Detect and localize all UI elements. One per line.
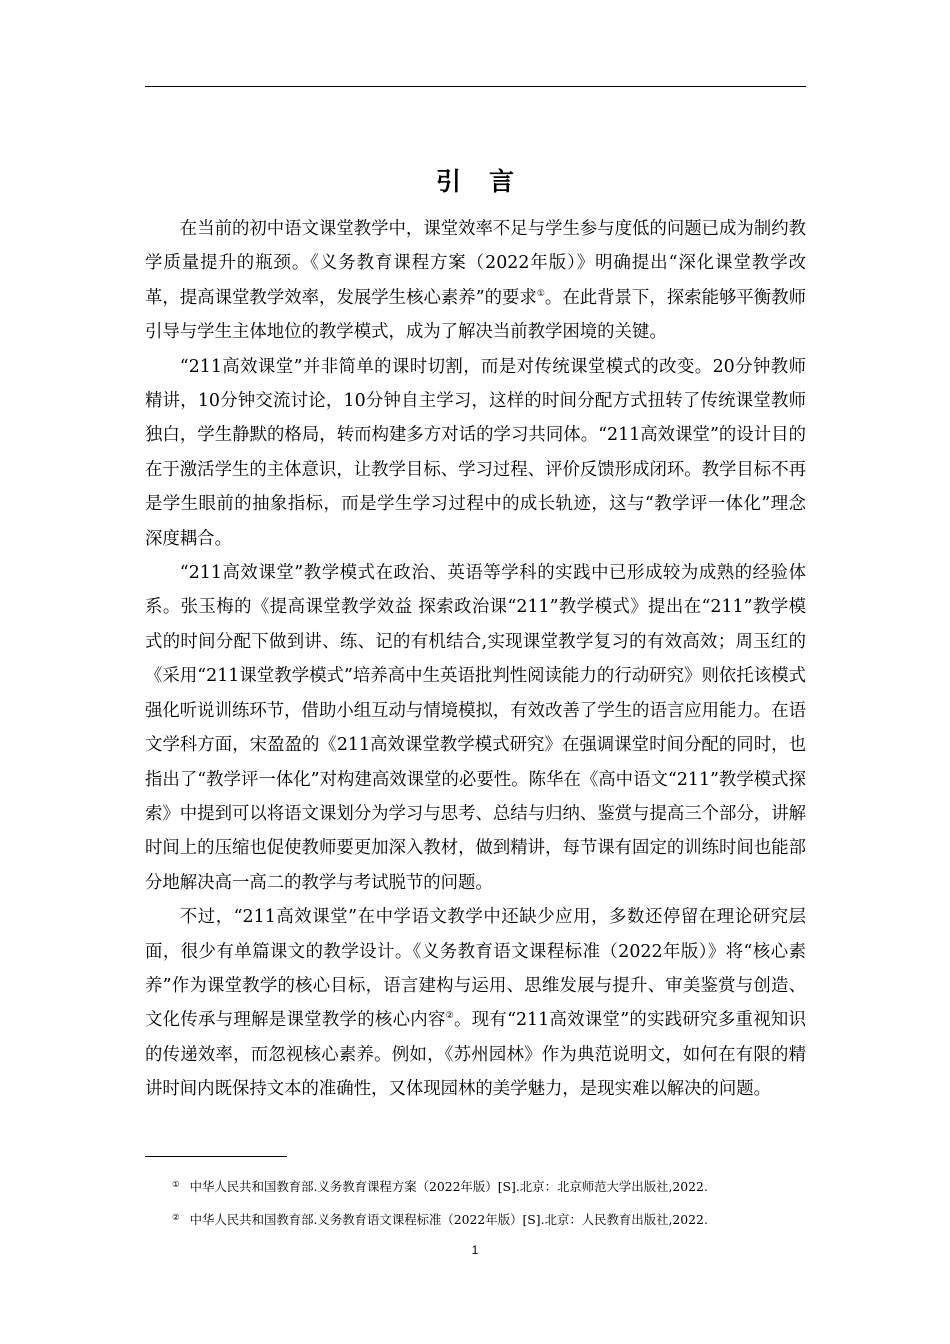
- footnote-separator: [145, 1156, 287, 1157]
- paragraph-1-text-cont: 。在此背景下，探索能够平衡教师引导与学生主体地位的教学模式，成为了解决当前教学困境的关键。: [145, 287, 806, 343]
- footnote-1: [172, 1176, 812, 1196]
- paragraph-4: [145, 900, 806, 1106]
- paragraph-1: [145, 212, 806, 350]
- footnote-ref-1: ①: [536, 288, 545, 299]
- paragraph-2: [145, 350, 806, 556]
- header-rule: [145, 86, 806, 87]
- footnote-1-mark: ①: [172, 1180, 180, 1190]
- paragraph-4-text-cont: 。现有“211高效课堂”的实践研究多重视知识的传递效率，而忽视核心素养。例如，《苏州园林》作为典范说明文，如何在有限的精讲时间内既保持文本的准确性，又体现园林的美学魅力，是现实难以解决的问题。: [145, 1010, 806, 1100]
- paragraph-4-text: 不过，“211高效课堂”在中学语文教学中还缺少应用，多数还停留在理论研究层面，很少有单篇课文的教学设计。《义务教育语文课程标准（2022年版）》将“核心素养”作为课堂教学的核心目标，语言建构与运用、思维发展与提升、审美鉴赏与创造、文化传承与理解是课堂教学的核心内容: [145, 907, 806, 1031]
- footnote-2-text: 中华人民共和国教育部.义务教育语文课程标准（2022年版）[S].北京：人民教育出版社,2022.: [189, 1212, 708, 1227]
- footnote-ref-2: ②: [445, 1011, 455, 1022]
- page-title: 引言: [435, 166, 542, 196]
- footnote-2: [172, 1209, 812, 1229]
- page-number: 1: [471, 1243, 479, 1257]
- paragraph-1-text: 在当前的初中语文课堂教学中，课堂效率不足与学生参与度低的问题已成为制约教学质量提升的瓶颈。《义务教育课程方案（2022年版）》明确提出“深化课堂教学改革，提高课堂教学效率，发展学生核心素养”的要求: [145, 219, 806, 308]
- footnote-1-text: 中华人民共和国教育部.义务教育课程方案（2022年版）[S].北京：北京师范大学出版社,2022.: [189, 1179, 708, 1194]
- footnote-2-mark: ②: [172, 1213, 180, 1223]
- paragraph-2-text: “211高效课堂”并非简单的课时切割，而是对传统课堂模式的改变。20分钟教师精讲，10分钟交流讨论，10分钟自主学习，这样的时间分配方式扭转了传统课堂教师独白，学生静默的格局，转而构建多方对话的学习共同体。“211高效课堂”的设计目的在于激活学生的主体意识，让教学目标、学习过程、评价反馈形成闭环。教学目标不再是学生眼前的抽象指标，而是学生学习过程中的成长轨迹，这与“教学评一体化”理念深度耦合。: [145, 356, 806, 549]
- paragraph-3: [145, 556, 806, 900]
- paragraph-3-text: “211高效课堂”教学模式在政治、英语等学科的实践中已形成较为成熟的经验体系。张玉梅的《提高课堂教学效益 探索政治课“211”教学模式》提出在“211”教学模式的时间分配下做到讲、练、记的有机结合,实现课堂教学复习的有效高效；周玉红的《采用“211课堂教学模式”培养高中生英语批判性阅读能力的行动研究》则依托该模式强化听说训练环节，借助小组互动与情境模拟，有效改善了学生的语言应用能力。在语文学科方面，宋盈盈的《211高效课堂教学模式研究》在强调课堂时间分配的同时，也指出了“教学评一体化”对构建高效课堂的必要性。陈华在《高中语文“211”教学模式探索》中提到可以将语文课划分为学习与思考、总结与归纳、鉴赏与提高三个部分，讲解时间上的压缩也促使教师要更加深入教材，做到精讲，每节课有固定的训练时间也能部分地解决高一高二的教学与考试脱节的问题。: [145, 563, 806, 893]
- body-text: [145, 212, 806, 1107]
